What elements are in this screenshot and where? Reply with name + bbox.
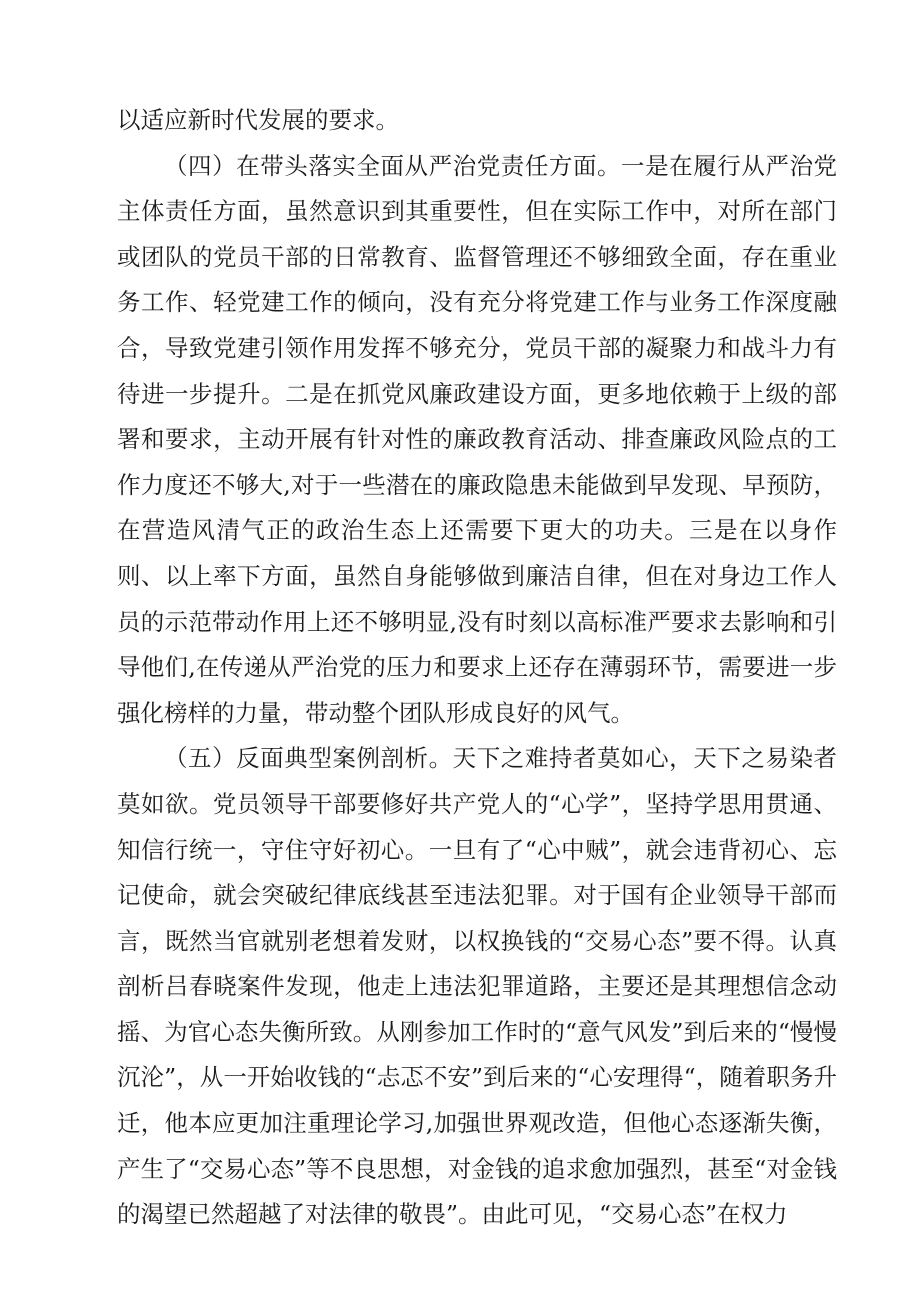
document-body [117, 98, 837, 1238]
paragraph-continuation: 以适应新时代发展的要求。 [117, 106, 399, 134]
paragraph-section-5: （五）反面典型案例剖析。天下之难持者莫如心，天下之易染者莫如欲。党员领导干部要修好共产党人的“心学”，坚持学思用贯通、知信行统一，守住守好初心。一旦有了“心中贼”，就会违背初心、忘记使命，就会突破纪律底线甚至违法犯罪。对于国有企业领导干部而言，既然当官就别老想着发财，以权换钱的“交易心态”要不得。认真剖析吕春晓案件发现，他走上违法犯罪道路，主要还是其理想信念动摇、为官心态失衡所致。从刚参加工作时的“意气风发”到后来的“慢慢沉沦”，从一开始收钱的“忐忑不安”到后来的“心安理得“，随着职务升迁，他本应更加注重理论学习,加强世界观改造，但他心态逐渐失衡，产生了“交易心态”等不良思想，对金钱的追求愈加强烈，甚至“对金钱的渴望已然超越了对法律的敬畏”。由此可见，“交易心态”在权力 [117, 744, 837, 1229]
paragraph-section-4: （四）在带头落实全面从严治党责任方面。一是在履行从严治党主体责任方面，虽然意识到其重要性，但在实际工作中，对所在部门或团队的党员干部的日常教育、监督管理还不够细致全面，存在重业务工作、轻党建工作的倾向，没有充分将党建工作与业务工作深度融合，导致党建引领作用发挥不够充分，党员干部的凝聚力和战斗力有待进一步提升。二是在抓党风廉政建设方面，更多地依赖于上级的部署和要求，主动开展有针对性的廉政教育活动、排查廉政风险点的工作力度还不够大,对于一些潜在的廉政隐患未能做到早发现、早预防，在营造风清气正的政治生态上还需要下更大的功夫。三是在以身作则、以上率下方面，虽然自身能够做到廉洁自律，但在对身边工作人员的示范带动作用上还不够明显,没有时刻以高标准严要求去影响和引导他们,在传递从严治党的压力和要求上还存在薄弱环节，需要进一步强化榜样的力量，带动整个团队形成良好的风气。 [117, 151, 837, 727]
